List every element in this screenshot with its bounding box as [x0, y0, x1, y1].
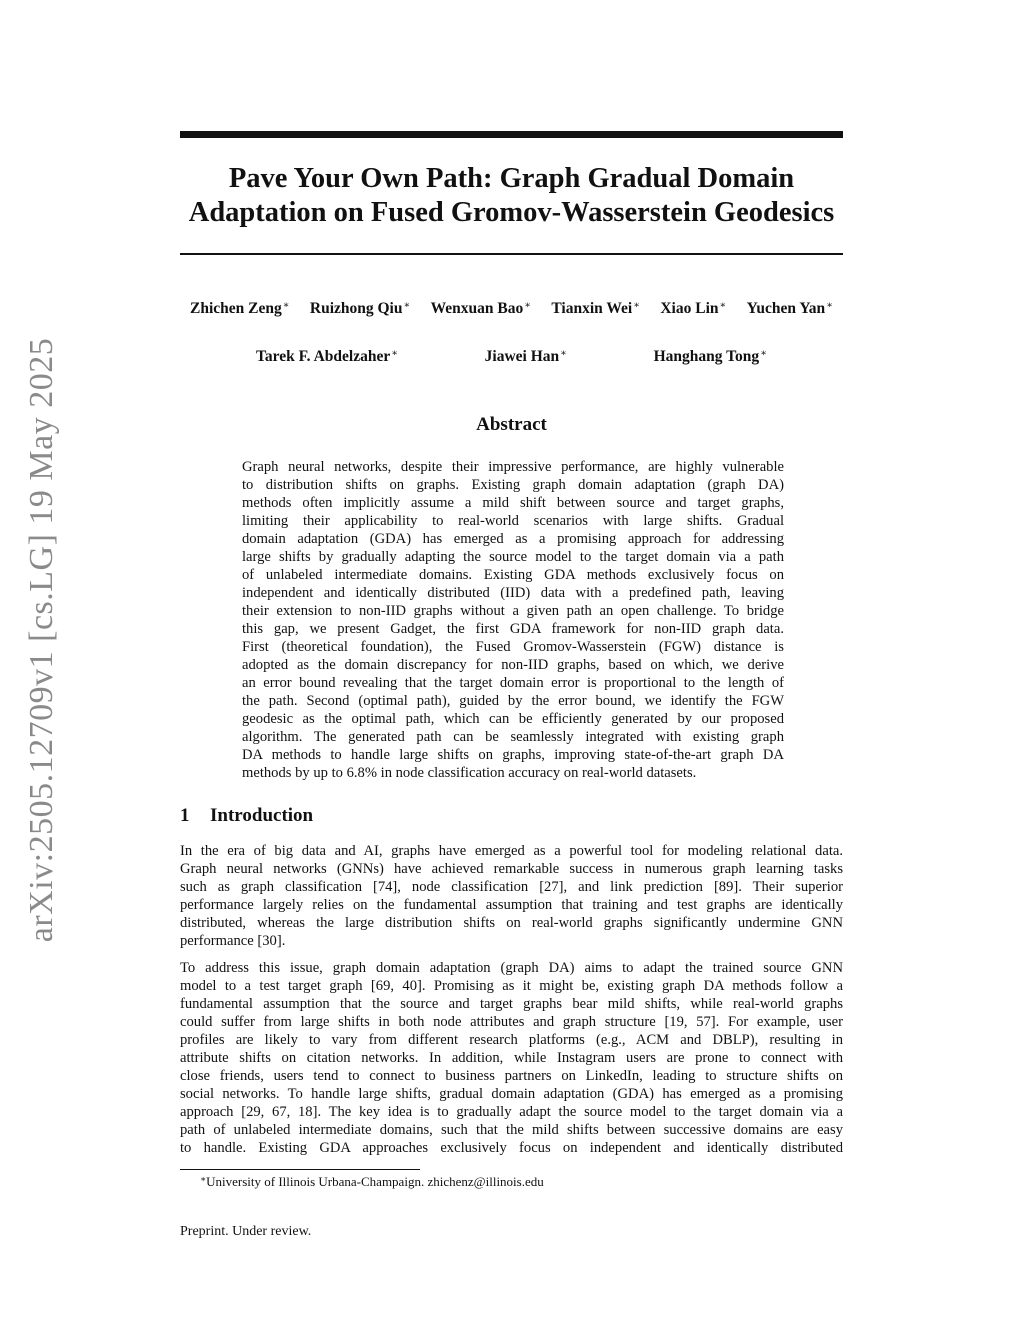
abstract-line: limiting their applicability to real-world scenarios with large shifts. Gradual [242, 513, 784, 529]
abstract-line: methods by up to 6.8% in node classification accuracy on real-world datasets. [242, 765, 697, 781]
body-line: model to a test target graph [69, 40]. Promising as it might be, existing graph DA methods follow a [180, 978, 843, 994]
abstract-heading: Abstract [476, 414, 547, 435]
abstract-line: geodesic as the optimal path, which can be efficiently generated by our proposed [242, 711, 784, 727]
abstract-line: Graph neural networks, despite their impressive performance, are highly vulnerable [242, 459, 784, 475]
footnote-rule [180, 1169, 420, 1170]
intro-paragraph-1 [180, 842, 843, 950]
section-title: Introduction [210, 805, 314, 826]
intro-paragraph-2 [180, 959, 843, 1157]
abstract-line: domain adaptation (GDA) has emerged as a promising approach for addressing [242, 531, 784, 547]
affiliation-footnote [200, 1174, 544, 1190]
paper-title [180, 162, 843, 230]
abstract-line: to distribution shifts on graphs. Existing graph domain adaptation (graph DA) [242, 477, 784, 493]
body-line: To address this issue, graph domain adaptation (graph DA) aims to adapt the trained source GNN [180, 960, 843, 976]
author: Yuchen Yan∗ [746, 300, 833, 317]
body-line: social networks. To handle large shifts, gradual domain adaptation (GDA) has emerged as a promising [180, 1086, 843, 1102]
body-line: fundamental assumption that the source and target graphs bear mild shifts, while real-world graphs [180, 996, 843, 1012]
author: Jiawei Han∗ [484, 348, 567, 365]
body-line: path of unlabeled intermediate domains, such that the mild shifts between successive domains are easy [180, 1122, 843, 1138]
author: Wenxuan Bao∗ [430, 300, 532, 317]
abstract-line: algorithm. The generated path can be seamlessly integrated with existing graph [242, 729, 784, 745]
title-line: Pave Your Own Path: Graph Gradual Domain [228, 163, 795, 194]
body-line: Graph neural networks (GNNs) have achieved remarkable success in numerous graph learning tasks [180, 861, 843, 877]
body-line: such as graph classification [74], node classification [27], and link prediction [89]. Their superior [180, 879, 843, 895]
abstract-line: an error bound revealing that the target domain error is proportional to the length of [242, 675, 784, 691]
body-line: approach [29, 67, 18]. The key idea is to gradually adapt the source model to the target domain via a [180, 1104, 843, 1120]
author: Hanghang Tong∗ [653, 348, 767, 365]
body-line: In the era of big data and AI, graphs have emerged as a powerful tool for modeling relational data. [180, 843, 843, 859]
footnote-mark: ∗ [200, 1174, 207, 1184]
author: Ruizhong Qiu∗ [309, 300, 411, 317]
abstract-line: DA methods to handle large shifts on graphs, improving state-of-the-art graph DA [242, 747, 784, 763]
section-heading-introduction [180, 805, 313, 827]
abstract-line: this gap, we present Gadget, the first GDA framework for non-IID graph data. [242, 621, 784, 637]
abstract-line: their extension to non-IID graphs without a given path an open challenge. To bridge [242, 603, 784, 619]
body-line: distributed, whereas the large distribution shifts on real-world graphs significantly undermine GNN [180, 915, 843, 931]
body-line: profiles are likely to vary from different research platforms (e.g., ACM and DBLP), resulting in [180, 1032, 843, 1048]
abstract-body [242, 458, 784, 782]
author-list-row-2 [180, 348, 843, 366]
title-top-rule [180, 131, 843, 138]
footnote-text: University of Illinois Urbana-Champaign. zhichenz@illinois.edu [206, 1174, 544, 1189]
abstract-line: First (theoretical foundation), the Fused Gromov-Wasserstein (FGW) distance is [242, 639, 784, 655]
abstract-line: large shifts by gradually adapting the source model to the target domain via a path [242, 549, 784, 565]
author: Xiao Lin∗ [660, 300, 727, 317]
abstract-line: the path. Second (optimal path), guided by the error bound, we identify the FGW [242, 693, 784, 709]
arxiv-identifier-stamp: arXiv:2505.12709v1 [cs.LG] 19 May 2025 [23, 337, 60, 943]
title-line: Adaptation on Fused Gromov-Wasserstein Geodesics [188, 197, 835, 228]
section-number: 1 [180, 805, 190, 826]
abstract-line: of unlabeled intermediate domains. Existing GDA methods exclusively focus on [242, 567, 784, 583]
body-line: close friends, users tend to connect to business partners on LinkedIn, leading to structure shifts on [180, 1068, 843, 1084]
body-line: performance [30]. [180, 933, 286, 949]
title-bottom-rule [180, 253, 843, 255]
body-line: attribute shifts on citation networks. In addition, while Instagram users are prone to connect with [180, 1050, 843, 1066]
author-list-row-1 [180, 300, 843, 318]
abstract-line: methods often implicitly assume a mild shift between source and target graphs, [242, 495, 784, 511]
preprint-note: Preprint. Under review. [180, 1224, 312, 1239]
body-line: to handle. Existing GDA approaches exclusively focus on independent and identically distributed [180, 1140, 843, 1156]
author: Tarek F. Abdelzaher∗ [256, 348, 399, 365]
author: Zhichen Zeng∗ [190, 300, 290, 317]
abstract-line: independent and identically distributed (IID) data with a predefined path, leaving [242, 585, 784, 601]
body-line: performance largely relies on the fundamental assumption that training and test graphs are identically [180, 897, 843, 913]
abstract-line: adopted as the domain discrepancy for non-IID graphs, based on which, we derive [242, 657, 784, 673]
body-line: could suffer from large shifts in both node attributes and graph structure [19, 57]. For example, user [180, 1014, 843, 1030]
author: Tianxin Wei∗ [551, 300, 641, 317]
